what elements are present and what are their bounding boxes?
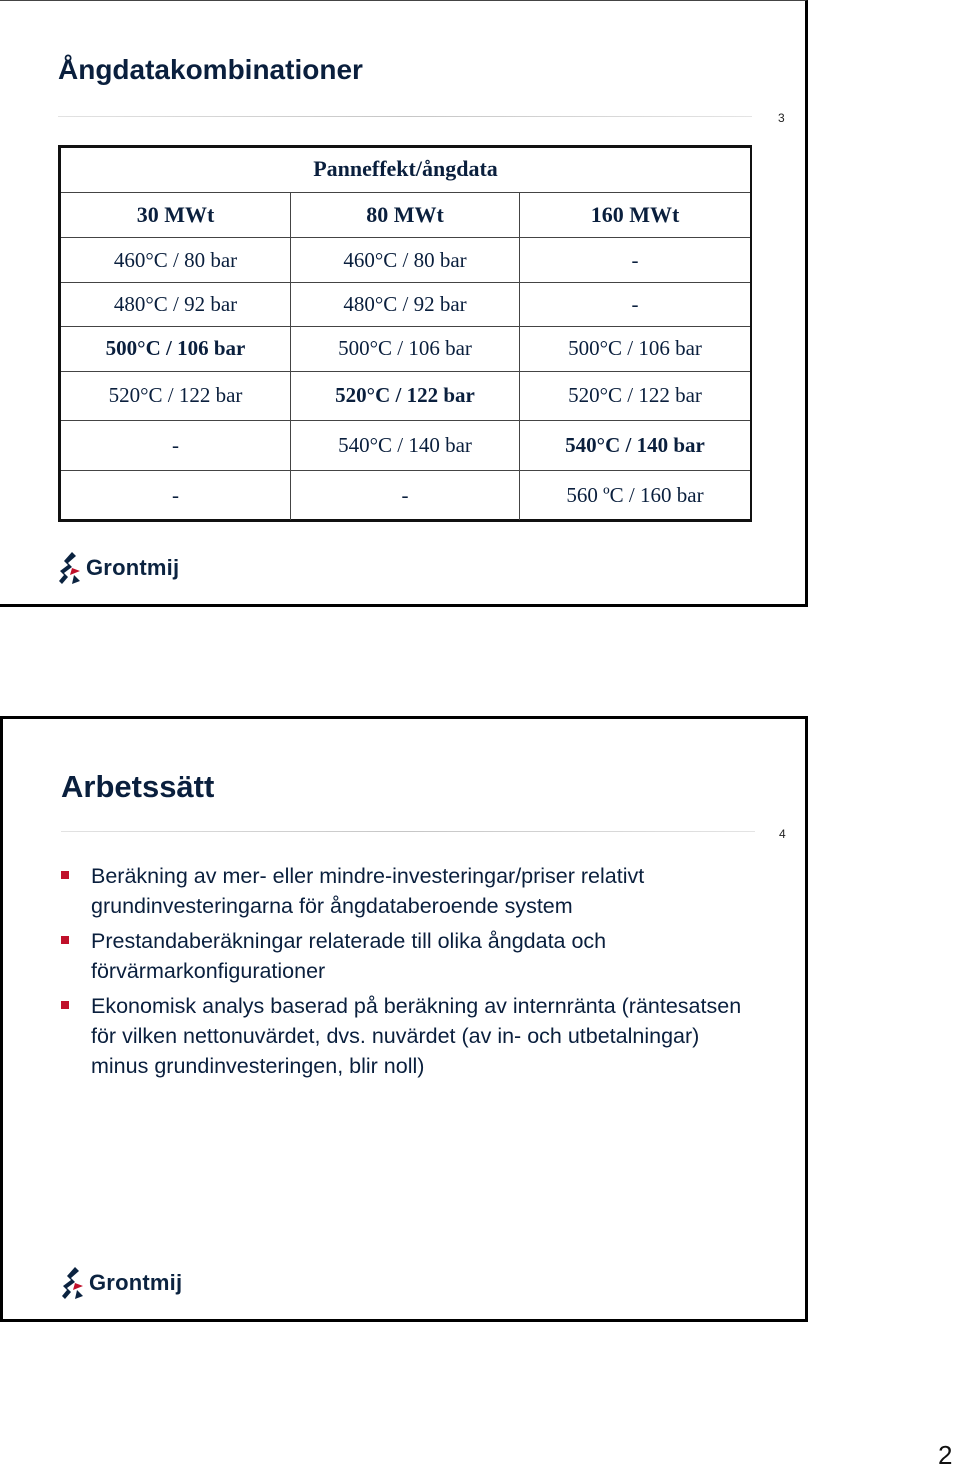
table-cell: 460°C / 80 bar [291, 238, 520, 282]
slide-4 [0, 716, 808, 1322]
bullet-text: Prestandaberäkningar relaterade till olika ångdata och förvärmarkonfigurationer [91, 929, 607, 983]
bullet-item [61, 991, 751, 1081]
table-cell: 500°C / 106 bar [61, 326, 291, 371]
bullet-text: Ekonomisk analys baserad på beräkning av internränta (räntesatsen för vilken nettonuvärdet, dvs. nuvärdet (av in- och utbetalningar) minus grundinvesteringen, blir noll) [91, 994, 742, 1078]
column-header: 80 MWt [291, 193, 520, 237]
table-cell: 480°C / 92 bar [291, 282, 520, 326]
table-row [61, 420, 750, 471]
table-row [61, 282, 750, 327]
slide-title: Ångdatakombinationer [58, 54, 363, 85]
table-row [61, 470, 750, 520]
table-cell: 540°C / 140 bar [565, 432, 705, 457]
column-header: 30 MWt [61, 193, 291, 237]
grontmij-logo-icon [58, 551, 82, 585]
table-column-headers [61, 193, 750, 238]
table-cell: - [61, 420, 291, 470]
bullet-item [61, 926, 751, 986]
table-cell: 460°C / 80 bar [61, 238, 291, 282]
grontmij-logo [58, 551, 179, 585]
logo-text: Grontmij [89, 1270, 183, 1295]
title-divider [61, 831, 755, 832]
table-cell: 500°C / 106 bar [291, 326, 520, 371]
slide-number: 4 [779, 827, 786, 841]
table-cell: - [631, 247, 639, 272]
table-cell: - [61, 470, 291, 520]
title-divider [58, 116, 752, 117]
steam-data-table [58, 145, 752, 522]
table-cell: 520°C / 122 bar [568, 383, 702, 407]
table-row [61, 371, 750, 421]
bullet-list [61, 861, 751, 1086]
page-number: 2 [938, 1440, 953, 1470]
slide-title: Arbetssätt [61, 769, 215, 804]
bullet-item [61, 861, 751, 921]
table-cell: 500°C / 106 bar [568, 336, 702, 360]
table-row [61, 238, 750, 283]
square-bullet-icon [61, 936, 69, 944]
grontmij-logo-icon [61, 1266, 85, 1300]
square-bullet-icon [61, 1001, 69, 1009]
table-cell: 540°C / 140 bar [291, 420, 520, 470]
table-cell: 560 ºC / 160 bar [566, 482, 704, 507]
logo-text: Grontmij [86, 555, 180, 580]
table-cell: - [631, 291, 639, 316]
table-row [61, 326, 750, 372]
grontmij-logo [61, 1266, 182, 1300]
bullet-text: Beräkning av mer- eller mindre-investeringar/priser relativt grundinvesteringarna för ångdataberoende system [91, 864, 645, 918]
column-header: 160 MWt [590, 202, 680, 227]
table-cell: 480°C / 92 bar [61, 282, 291, 326]
table-cell: - [291, 470, 520, 520]
slide-3 [0, 0, 808, 607]
square-bullet-icon [61, 871, 69, 879]
slide-number: 3 [778, 111, 785, 125]
table-cell: 520°C / 122 bar [291, 371, 520, 420]
table-cell: 520°C / 122 bar [61, 371, 291, 420]
table-header: Panneffekt/ångdata [61, 148, 750, 193]
